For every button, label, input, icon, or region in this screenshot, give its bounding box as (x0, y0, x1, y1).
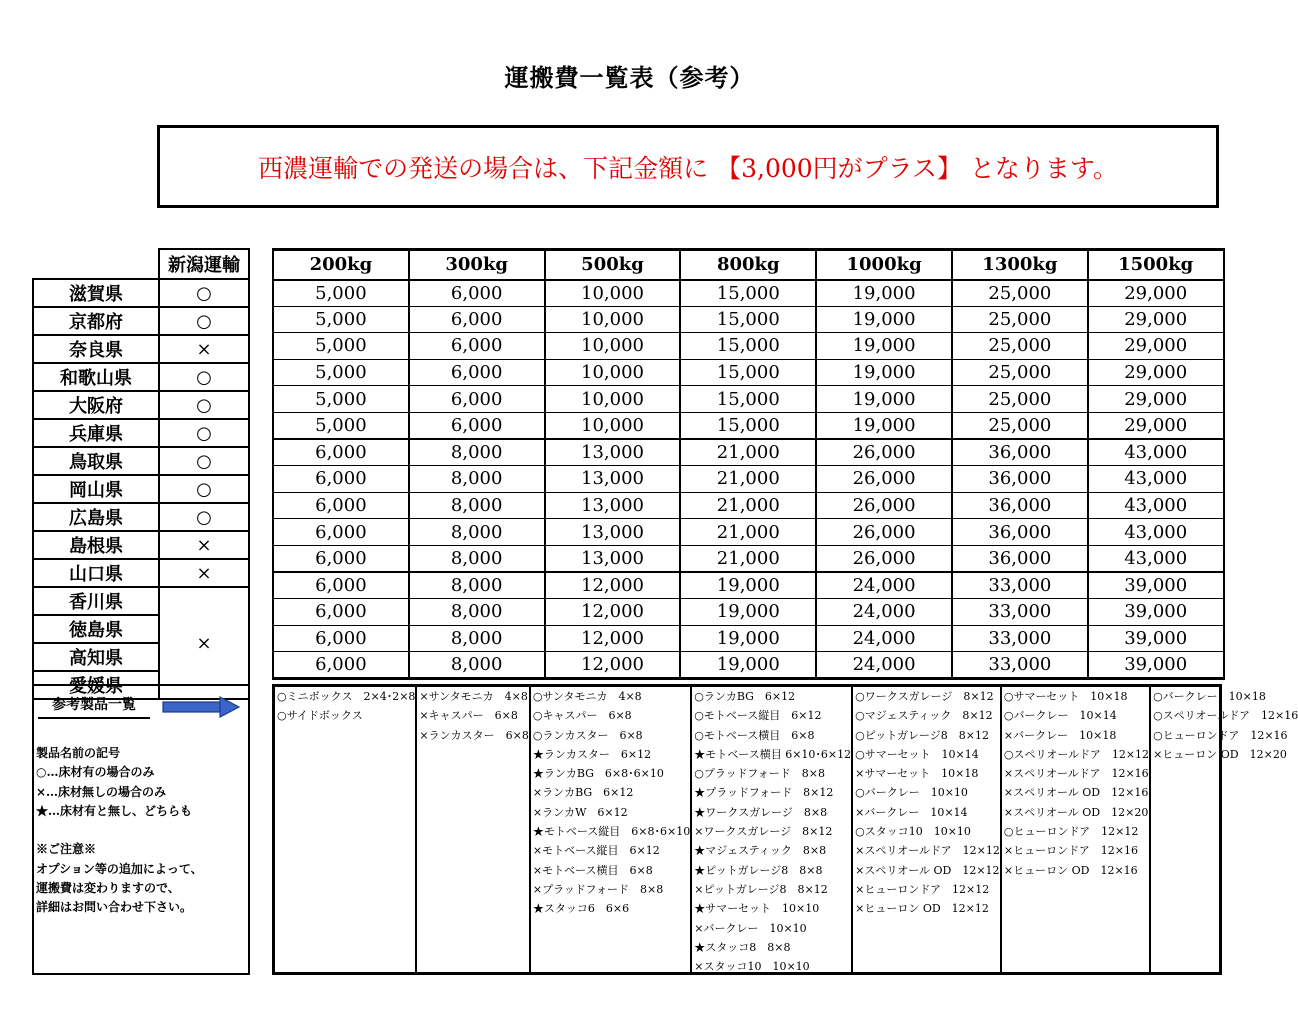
price-cell: 29,000 (1088, 306, 1224, 333)
price-cell: 8,000 (409, 492, 545, 519)
price-cell: 5,000 (273, 359, 409, 386)
price-cell: 25,000 (952, 386, 1088, 413)
price-cell: 24,000 (816, 652, 952, 679)
product-item: ○キャスパー 6×8 (532, 709, 632, 723)
product-item: ×プラッドフォード 8×8 (532, 882, 664, 896)
price-cell: 29,000 (1088, 359, 1224, 386)
product-item: ★マジェスティック 8×8 (694, 844, 827, 858)
price-cell: 8,000 (409, 545, 545, 572)
price-cell: 15,000 (680, 359, 816, 386)
price-cell: 6,000 (273, 572, 409, 599)
price-row (273, 652, 1224, 679)
pref-row (33, 559, 249, 587)
product-item: ×スペリオールドア 12×16 (1003, 767, 1149, 781)
product-item: ×スペリオール OD 12×12 (855, 863, 1000, 877)
price-cell: 26,000 (816, 492, 952, 519)
product-item: ×ヒューロン OD 12×12 (855, 902, 989, 916)
price-cell: 24,000 (816, 599, 952, 626)
price-cell: 21,000 (680, 545, 816, 572)
product-item: ×ピットガレージ8 8×12 (694, 882, 828, 896)
delivery-mark: ○ (159, 391, 249, 419)
delivery-mark: ○ (159, 307, 249, 335)
price-cell: 8,000 (409, 625, 545, 652)
price-cell: 19,000 (816, 333, 952, 360)
price-cell: 24,000 (816, 625, 952, 652)
product-item: ×ヒューロン OD 12×20 (1153, 747, 1287, 761)
product-item: ×ランカスター 6×8 (419, 728, 529, 742)
product-item: ○プラッドフォード 8×8 (694, 767, 825, 781)
price-row (273, 306, 1224, 333)
product-item: ○サンタモニカ 4×8 (532, 690, 642, 703)
price-cell: 25,000 (952, 412, 1088, 439)
price-cell: 43,000 (1088, 519, 1224, 546)
price-cell: 6,000 (409, 280, 545, 307)
price-cell: 15,000 (680, 333, 816, 360)
delivery-mark-merged: × (159, 587, 249, 699)
pref-header-cell: 新潟運輸 (159, 249, 249, 279)
product-item: ○サマーセット 10×14 (855, 747, 979, 761)
page-title: 運搬費一覧表（参考） (504, 63, 755, 92)
delivery-mark: × (159, 335, 249, 363)
product-item: ○サイドボックス (277, 709, 363, 723)
price-cell: 29,000 (1088, 333, 1224, 360)
price-cell: 13,000 (545, 519, 681, 546)
price-cell: 8,000 (409, 466, 545, 493)
product-item: ×バークレー 10×10 (694, 921, 807, 935)
product-item: ×ヒューロンドア 12×12 (855, 882, 990, 896)
price-row (273, 545, 1224, 572)
product-column (529, 687, 690, 972)
product-item: ★ピットガレージ8 8×8 (694, 863, 823, 877)
price-cell: 10,000 (545, 359, 681, 386)
legend-line: ○…床材有の場合のみ (36, 765, 155, 780)
product-item: ×バークレー 10×18 (1003, 728, 1117, 742)
price-cell: 19,000 (816, 306, 952, 333)
price-row (273, 625, 1224, 652)
weight-header: 500kg (545, 250, 681, 280)
price-row (273, 492, 1224, 519)
price-cell: 15,000 (680, 386, 816, 413)
price-cell: 15,000 (680, 306, 816, 333)
product-column (1149, 687, 1298, 972)
product-item: ×ランカBG 6×12 (532, 786, 634, 800)
weight-header: 800kg (680, 250, 816, 280)
price-cell: 19,000 (816, 386, 952, 413)
product-item: ★ランカスター 6×12 (532, 747, 652, 761)
product-item: ×モトベース横目 6×8 (532, 863, 653, 877)
price-cell: 10,000 (545, 386, 681, 413)
price-cell: 21,000 (680, 439, 816, 466)
price-cell: 6,000 (273, 625, 409, 652)
price-cell: 19,000 (680, 625, 816, 652)
product-item: ×サンタモニカ 4×8 (419, 690, 528, 703)
prefecture-name: 愛媛県 (33, 671, 159, 699)
price-cell: 33,000 (952, 625, 1088, 652)
product-item: ★スタッコ8 8×8 (694, 940, 791, 954)
product-item: ×ランカW 6×12 (532, 805, 628, 819)
price-cell: 43,000 (1088, 492, 1224, 519)
product-column (275, 687, 415, 972)
price-cell: 25,000 (952, 306, 1088, 333)
price-row (273, 572, 1224, 599)
price-cell: 15,000 (680, 412, 816, 439)
price-cell: 6,000 (409, 359, 545, 386)
price-row (273, 333, 1224, 360)
product-column (415, 687, 528, 972)
prefecture-name: 京都府 (33, 307, 159, 335)
product-column (1000, 687, 1149, 972)
pref-row (33, 475, 249, 503)
product-column (851, 687, 1000, 972)
product-item: ★モトベース縦目 6×8･6×10 (532, 825, 691, 839)
price-cell: 6,000 (409, 386, 545, 413)
product-item: ★ワークスガレージ 8×8 (694, 805, 828, 819)
price-cell: 21,000 (680, 492, 816, 519)
price-cell: 39,000 (1088, 625, 1224, 652)
legend-line (36, 821, 203, 840)
price-cell: 21,000 (680, 466, 816, 493)
pref-row (33, 447, 249, 475)
pref-row (33, 531, 249, 559)
price-cell: 13,000 (545, 466, 681, 493)
product-item: ×キャスパー 6×8 (419, 709, 518, 723)
prefecture-name: 和歌山県 (33, 363, 159, 391)
price-cell: 5,000 (273, 412, 409, 439)
price-cell: 19,000 (680, 652, 816, 679)
delivery-mark: ○ (159, 503, 249, 531)
prefecture-name: 兵庫県 (33, 419, 159, 447)
price-cell: 6,000 (273, 652, 409, 679)
price-row (273, 412, 1224, 439)
weight-header: 1300kg (952, 250, 1088, 280)
product-item: ○ランカBG 6×12 (694, 690, 796, 703)
price-row (273, 519, 1224, 546)
price-cell: 5,000 (273, 306, 409, 333)
price-cell: 19,000 (816, 412, 952, 439)
price-cell: 36,000 (952, 439, 1088, 466)
price-cell: 39,000 (1088, 599, 1224, 626)
product-item: ○ピットガレージ8 8×12 (855, 728, 989, 742)
price-cell: 10,000 (545, 333, 681, 360)
prefecture-name: 山口県 (33, 559, 159, 587)
header-blank-cell (33, 249, 159, 279)
product-item: ○マジェスティック 8×12 (855, 709, 993, 723)
price-cell: 5,000 (273, 386, 409, 413)
price-cell: 12,000 (545, 652, 681, 679)
price-cell: 10,000 (545, 306, 681, 333)
product-item: ×スペリオール OD 12×20 (1003, 805, 1149, 819)
reference-title: 参考製品一覧 (38, 694, 150, 719)
prefecture-name: 岡山県 (33, 475, 159, 503)
prefecture-name: 香川県 (33, 587, 159, 615)
product-item: ×スペリオールドア 12×12 (855, 844, 1000, 858)
product-item: ○スペリオールドア 12×12 (1003, 747, 1150, 761)
prefecture-name: 滋賀県 (33, 279, 159, 307)
price-cell: 6,000 (409, 306, 545, 333)
price-cell: 6,000 (409, 412, 545, 439)
price-cell: 8,000 (409, 652, 545, 679)
price-cell: 39,000 (1088, 572, 1224, 599)
product-item: ○モトベース横目 6×8 (694, 728, 815, 742)
delivery-mark: ○ (159, 363, 249, 391)
price-cell: 43,000 (1088, 466, 1224, 493)
product-item: ★スタッコ6 6×6 (532, 902, 630, 916)
pref-row (33, 335, 249, 363)
prefecture-name: 鳥取県 (33, 447, 159, 475)
product-item: ×サマーセット 10×18 (855, 767, 979, 781)
product-item: ×ワークスガレージ 8×12 (694, 825, 833, 839)
delivery-mark: ○ (159, 447, 249, 475)
product-item: ×モトベース縦目 6×12 (532, 844, 660, 858)
price-cell: 33,000 (952, 572, 1088, 599)
price-row (273, 439, 1224, 466)
product-column (690, 687, 851, 972)
price-row (273, 599, 1224, 626)
pref-row (33, 279, 249, 307)
price-cell: 29,000 (1088, 386, 1224, 413)
price-cell: 6,000 (273, 466, 409, 493)
price-cell: 13,000 (545, 439, 681, 466)
price-cell: 25,000 (952, 359, 1088, 386)
price-row (273, 280, 1224, 307)
delivery-mark: ○ (159, 279, 249, 307)
product-item: ○ヒューロンドア 12×12 (1003, 825, 1139, 839)
price-cell: 36,000 (952, 492, 1088, 519)
delivery-mark: × (159, 559, 249, 587)
price-cell: 25,000 (952, 280, 1088, 307)
prefecture-name: 広島県 (33, 503, 159, 531)
weight-header: 200kg (273, 250, 409, 280)
pref-row (33, 391, 249, 419)
product-item: ○バークレー 10×14 (1003, 709, 1117, 723)
price-cell: 36,000 (952, 466, 1088, 493)
product-item: ○ワークスガレージ 8×12 (855, 690, 994, 703)
arrow-right-icon (162, 696, 240, 718)
product-item: ×バークレー 10×14 (855, 805, 968, 819)
legend-text (36, 744, 203, 918)
notice-text: 西濃運輸での発送の場合は、下記金額に 【3,000円がプラス】 となります。 (258, 153, 1118, 183)
price-row (273, 386, 1224, 413)
product-item: ★プラッドフォード 8×12 (694, 786, 834, 800)
delivery-mark: ○ (159, 475, 249, 503)
price-cell: 19,000 (816, 359, 952, 386)
price-cell: 26,000 (816, 439, 952, 466)
price-cell: 19,000 (680, 572, 816, 599)
price-cell: 12,000 (545, 625, 681, 652)
price-cell: 36,000 (952, 545, 1088, 572)
product-item: ○サマーセット 10×18 (1003, 690, 1128, 703)
prefecture-name: 高知県 (33, 643, 159, 671)
prefecture-name: 奈良県 (33, 335, 159, 363)
weight-header: 1000kg (816, 250, 952, 280)
pref-row (33, 307, 249, 335)
price-cell: 26,000 (816, 466, 952, 493)
legend-line: 運搬費は変わりますので、 (36, 881, 180, 896)
price-cell: 19,000 (816, 280, 952, 307)
product-item: ×スペリオール OD 12×16 (1003, 786, 1149, 800)
price-cell: 26,000 (816, 519, 952, 546)
product-list-grid (272, 684, 1298, 975)
delivery-mark: × (159, 531, 249, 559)
reference-legend-box (32, 684, 250, 975)
product-item: ○バークレー 10×18 (1153, 690, 1266, 703)
price-cell: 8,000 (409, 572, 545, 599)
notice-box (157, 125, 1219, 208)
prefecture-name: 島根県 (33, 531, 159, 559)
price-cell: 39,000 (1088, 652, 1224, 679)
price-cell: 8,000 (409, 439, 545, 466)
price-row (273, 359, 1224, 386)
product-item: ○ランカスター 6×8 (532, 728, 643, 742)
price-cell: 8,000 (409, 519, 545, 546)
pref-row (33, 503, 249, 531)
legend-line: 製品名前の記号 (36, 746, 121, 760)
price-cell: 21,000 (680, 519, 816, 546)
price-cell: 19,000 (680, 599, 816, 626)
price-cell: 13,000 (545, 492, 681, 519)
product-item: ○ヒューロンドア 12×16 (1153, 728, 1288, 742)
pref-row (33, 363, 249, 391)
price-cell: 33,000 (952, 652, 1088, 679)
price-cell: 24,000 (816, 572, 952, 599)
price-cell: 6,000 (273, 599, 409, 626)
pref-row (33, 587, 249, 615)
price-cell: 43,000 (1088, 545, 1224, 572)
price-cell: 8,000 (409, 599, 545, 626)
price-cell: 43,000 (1088, 439, 1224, 466)
price-cell: 6,000 (273, 439, 409, 466)
price-table (272, 248, 1225, 680)
product-item: ○バークレー 10×10 (855, 786, 968, 800)
price-cell: 6,000 (273, 492, 409, 519)
price-cell: 6,000 (409, 333, 545, 360)
price-cell: 5,000 (273, 280, 409, 307)
price-cell: 25,000 (952, 333, 1088, 360)
product-item: ○スタッコ10 10×10 (855, 825, 971, 839)
price-cell: 5,000 (273, 333, 409, 360)
price-row (273, 466, 1224, 493)
legend-line: ×…床材無しの場合のみ (36, 784, 167, 799)
price-cell: 15,000 (680, 280, 816, 307)
legend-line: 詳細はお問い合わせ下さい。 (36, 900, 193, 915)
price-cell: 26,000 (816, 545, 952, 572)
price-cell: 36,000 (952, 519, 1088, 546)
price-cell: 29,000 (1088, 280, 1224, 307)
legend-line: ※ご注意※ (36, 842, 97, 857)
product-item: ×スタッコ10 10×10 (694, 960, 810, 974)
price-cell: 12,000 (545, 599, 681, 626)
legend-line: オプション等の追加によって、 (36, 861, 203, 876)
product-item: ★サマーセット 10×10 (694, 902, 820, 916)
price-cell: 13,000 (545, 545, 681, 572)
price-cell: 29,000 (1088, 412, 1224, 439)
product-item: ★ランカBG 6×8･6×10 (532, 767, 664, 781)
price-cell: 12,000 (545, 572, 681, 599)
product-item: ○モトベース縦目 6×12 (694, 709, 822, 723)
product-item: ○スペリオールドア 12×16 (1153, 709, 1298, 723)
pref-row (33, 419, 249, 447)
price-cell: 6,000 (273, 519, 409, 546)
product-item: ★モトベース横目 6×10･6×12 (694, 747, 852, 761)
weight-header: 300kg (409, 250, 545, 280)
prefecture-name: 徳島県 (33, 615, 159, 643)
price-cell: 10,000 (545, 280, 681, 307)
delivery-mark: ○ (159, 419, 249, 447)
weight-header: 1500kg (1088, 250, 1224, 280)
price-cell: 33,000 (952, 599, 1088, 626)
product-item: ○ミニボックス 2×4･2×8 (277, 690, 416, 703)
price-cell: 10,000 (545, 412, 681, 439)
product-item: ×ヒューロンドア 12×16 (1003, 844, 1139, 858)
prefecture-table (32, 248, 250, 700)
legend-line: ★…床材有と無し、どちらも (36, 803, 193, 818)
prefecture-name: 大阪府 (33, 391, 159, 419)
product-item: ×ヒューロン OD 12×16 (1003, 863, 1138, 877)
price-cell: 6,000 (273, 545, 409, 572)
